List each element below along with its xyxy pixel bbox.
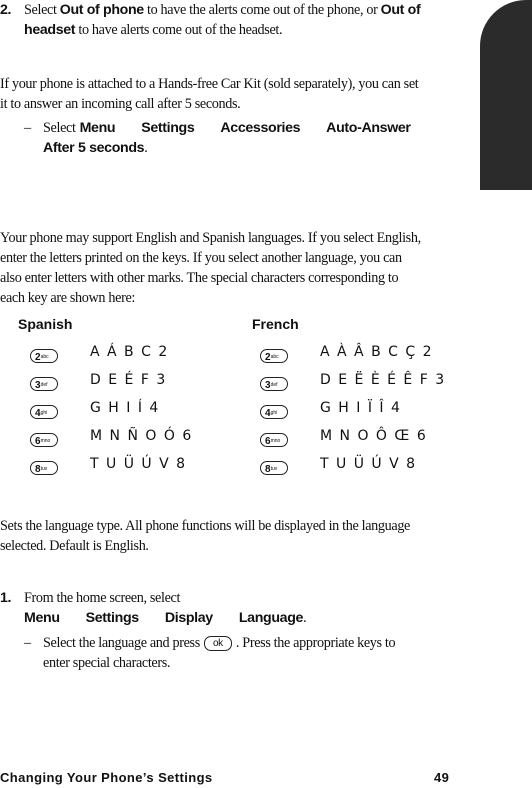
step-1-dash: – (24, 635, 31, 651)
chapter-tab (480, 0, 532, 190)
language-intro-line-4: each key are shown here: (0, 290, 135, 306)
menu-path-auto-answer: Auto-Answer (326, 120, 411, 136)
key-6-icon: $6^{mno}$ (30, 433, 58, 447)
key-4-icon: $4^{ghi}$ (30, 405, 58, 419)
french-chars-8: T U Ü Ú V 8 (320, 456, 417, 472)
key-2-icon: $2^{abc}$ (30, 349, 58, 363)
carkit-select-word: Select (43, 120, 76, 136)
key-8-icon: $8^{tuv}$ (30, 461, 58, 475)
carkit-line-1: If your phone is attached to a Hands-free Car Kit (sold separately), you can set (0, 76, 419, 92)
spanish-chars-4: G H I Í 4 (90, 400, 160, 416)
spanish-chars-3: D E É F 3 (90, 372, 167, 388)
french-chars-2: A À Â B C Ç 2 (320, 344, 433, 360)
language-intro-line-2: enter the letters printed on the keys. If you select another language, you can (0, 250, 402, 266)
menu-path-settings: Settings (85, 610, 139, 626)
menu-path-display: Display (164, 610, 213, 626)
step-1-sub-2: . Press the appropriate keys to (235, 635, 396, 651)
menu-path-menu: Menu (24, 610, 60, 626)
step-1-sub-1: Select the language and press (43, 635, 200, 651)
step-1-period: . (303, 610, 307, 626)
spanish-chars-6: M N Ñ O Ó 6 (90, 428, 193, 444)
key-3-icon: $3^{def}$ (30, 377, 58, 391)
menu-path-language: Language (238, 610, 304, 626)
french-chars-4: G H I Ï Î 4 (320, 400, 402, 416)
step-2-text (24, 0, 464, 40)
language-intro (0, 228, 470, 308)
spanish-chars-8: T U Ü Ú V 8 (90, 456, 187, 472)
menu-path-menu: Menu (79, 120, 116, 136)
step-1-sub-3: enter special characters. (43, 655, 171, 671)
option-out-of-phone: Out of phone (59, 2, 144, 18)
language-intro-line-1: Your phone may support English and Spanish languages. If you select English, (0, 230, 421, 246)
option-out-of-headset-a: Out of (380, 2, 421, 18)
step-2-t2: to have the alerts come out of the phone, or (143, 2, 381, 18)
step-2-t1: Select (24, 2, 60, 18)
carkit-after (43, 138, 147, 158)
page-number: 49 (434, 770, 450, 785)
step-1-sub (43, 633, 463, 653)
carkit-paragraph (0, 74, 470, 114)
spanish-header: Spanish (18, 316, 73, 332)
language-type-line-1: Sets the language type. All phone functions will be displayed in the language (0, 518, 411, 534)
language-intro-line-3: also enter letters with other marks. The special characters corresponding to (0, 270, 399, 286)
key-6-icon: $6^{mno}$ (260, 433, 288, 447)
step-1-text: From the home screen, select (24, 590, 181, 606)
option-out-of-headset-b: headset (24, 22, 76, 38)
french-chars-6: M N O Ô Œ 6 (320, 428, 428, 444)
french-header: French (252, 316, 299, 332)
carkit-line-2: it to answer an incoming call after 5 seconds. (0, 96, 241, 112)
carkit-dash: – (24, 120, 31, 136)
footer-title: Changing Your Phone’s Settings (0, 770, 213, 785)
step-1-menu-path (24, 608, 332, 628)
carkit-menu-path (43, 118, 463, 138)
language-type-line-2: selected. Default is English. (0, 538, 149, 554)
menu-path-after-5-seconds: After 5 seconds (43, 140, 145, 156)
ok-key-icon: ok (204, 636, 232, 651)
menu-path-accessories: Accessories (220, 120, 301, 136)
french-chars-3: D E Ë È É Ê F 3 (320, 372, 446, 388)
carkit-period: . (144, 140, 148, 156)
key-4-icon: $4^{ghi}$ (260, 405, 288, 419)
step-2-t3: to have alerts come out of the headset. (75, 22, 283, 38)
key-2-icon: $2^{abc}$ (260, 349, 288, 363)
menu-path-settings: Settings (141, 120, 195, 136)
spanish-chars-2: A Á B C 2 (90, 344, 169, 360)
key-3-icon: $3^{def}$ (260, 377, 288, 391)
step-2-number: 2. (0, 2, 12, 18)
key-8-icon: $8^{tuv}$ (260, 461, 288, 475)
step-1-number: 1. (0, 590, 12, 606)
language-type-paragraph (0, 516, 470, 556)
